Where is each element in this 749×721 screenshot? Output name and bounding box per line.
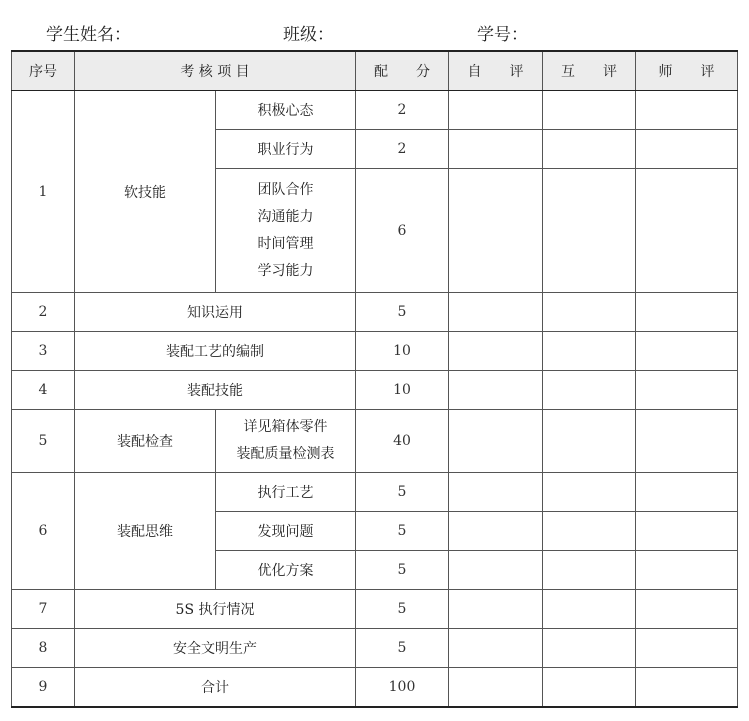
row-seq: 2 xyxy=(12,293,75,332)
teacher-eval-cell[interactable] xyxy=(636,512,738,551)
peer-eval-cell[interactable] xyxy=(543,169,636,293)
peer-eval-cell[interactable] xyxy=(543,551,636,590)
row-category: 装配思维 xyxy=(75,473,216,590)
peer-eval-cell[interactable] xyxy=(543,473,636,512)
row-seq: 6 xyxy=(12,473,75,590)
header-teacher-eval: 师 评 xyxy=(636,51,738,91)
peer-eval-cell[interactable] xyxy=(543,130,636,169)
subitem-line: 沟通能力 xyxy=(257,208,314,225)
row-score: 5 xyxy=(356,590,449,629)
header-item: 考 核 项 目 xyxy=(75,51,356,91)
row-score: 2 xyxy=(356,91,449,130)
peer-eval-cell[interactable] xyxy=(543,668,636,708)
peer-eval-cell[interactable] xyxy=(543,332,636,371)
detail-line: 装配质量检测表 xyxy=(236,446,335,462)
row-score: 5 xyxy=(356,629,449,668)
self-eval-cell[interactable] xyxy=(449,590,543,629)
row-score: 10 xyxy=(356,332,449,371)
teacher-eval-cell[interactable] xyxy=(636,169,738,293)
peer-eval-cell[interactable] xyxy=(543,91,636,130)
row-score: 10 xyxy=(356,371,449,410)
subitem-line: 时间管理 xyxy=(257,235,314,252)
subitem-name-multiline xyxy=(216,169,356,293)
student-name-label: 学生姓名： xyxy=(46,25,131,45)
row-seq: 4 xyxy=(12,371,75,410)
row-seq: 7 xyxy=(12,590,75,629)
teacher-eval-cell[interactable] xyxy=(636,293,738,332)
row-score: 5 xyxy=(356,293,449,332)
self-eval-cell[interactable] xyxy=(449,512,543,551)
row-item: 装配技能 xyxy=(75,371,356,410)
teacher-eval-cell[interactable] xyxy=(636,91,738,130)
table-row xyxy=(12,590,738,629)
self-eval-cell[interactable] xyxy=(449,91,543,130)
student-id-label: 学号： xyxy=(477,25,528,45)
self-eval-cell[interactable] xyxy=(449,473,543,512)
row-score: 5 xyxy=(356,551,449,590)
row-score: 6 xyxy=(356,169,449,293)
student-info-header xyxy=(0,18,749,48)
peer-eval-cell[interactable] xyxy=(543,590,636,629)
subitem-line: 团队合作 xyxy=(257,181,314,198)
self-eval-cell[interactable] xyxy=(449,293,543,332)
self-eval-cell[interactable] xyxy=(449,371,543,410)
row-score: 100 xyxy=(356,668,449,708)
table-row xyxy=(12,332,738,371)
row-seq: 1 xyxy=(12,91,75,293)
self-eval-cell[interactable] xyxy=(449,629,543,668)
teacher-eval-cell[interactable] xyxy=(636,590,738,629)
header-seq: 序号 xyxy=(12,51,75,91)
self-eval-cell[interactable] xyxy=(449,668,543,708)
peer-eval-cell[interactable] xyxy=(543,512,636,551)
subitem-name: 优化方案 xyxy=(216,551,356,590)
row-detail xyxy=(216,410,356,473)
row-item: 5S 执行情况 xyxy=(75,590,356,629)
row-score: 5 xyxy=(356,512,449,551)
table-row-total xyxy=(12,668,738,708)
row-seq: 8 xyxy=(12,629,75,668)
assessment-table xyxy=(11,50,738,708)
subitem-name: 发现问题 xyxy=(216,512,356,551)
row-seq: 5 xyxy=(12,410,75,473)
teacher-eval-cell[interactable] xyxy=(636,551,738,590)
table-row xyxy=(12,91,738,130)
teacher-eval-cell[interactable] xyxy=(636,473,738,512)
subitem-line: 学习能力 xyxy=(257,262,314,279)
row-seq: 9 xyxy=(12,668,75,708)
self-eval-cell[interactable] xyxy=(449,410,543,473)
row-item: 装配工艺的编制 xyxy=(75,332,356,371)
table-row xyxy=(12,371,738,410)
self-eval-cell[interactable] xyxy=(449,169,543,293)
subitem-name: 积极心态 xyxy=(216,91,356,130)
detail-line: 详见箱体零件 xyxy=(243,419,328,435)
table-header-row xyxy=(12,51,738,91)
self-eval-cell[interactable] xyxy=(449,551,543,590)
table-row xyxy=(12,629,738,668)
row-item: 合计 xyxy=(75,668,356,708)
row-item: 安全文明生产 xyxy=(75,629,356,668)
row-category: 装配检查 xyxy=(75,410,216,473)
teacher-eval-cell[interactable] xyxy=(636,130,738,169)
peer-eval-cell[interactable] xyxy=(543,629,636,668)
row-category: 软技能 xyxy=(75,91,216,293)
row-score: 5 xyxy=(356,473,449,512)
row-seq: 3 xyxy=(12,332,75,371)
header-self-eval: 自 评 xyxy=(449,51,543,91)
table-row xyxy=(12,293,738,332)
row-score: 40 xyxy=(356,410,449,473)
peer-eval-cell[interactable] xyxy=(543,410,636,473)
class-label: 班级： xyxy=(283,25,334,45)
teacher-eval-cell[interactable] xyxy=(636,629,738,668)
peer-eval-cell[interactable] xyxy=(543,371,636,410)
row-score: 2 xyxy=(356,130,449,169)
table-row xyxy=(12,473,738,512)
peer-eval-cell[interactable] xyxy=(543,293,636,332)
teacher-eval-cell[interactable] xyxy=(636,371,738,410)
header-score: 配 分 xyxy=(356,51,449,91)
teacher-eval-cell[interactable] xyxy=(636,410,738,473)
teacher-eval-cell[interactable] xyxy=(636,332,738,371)
subitem-name: 执行工艺 xyxy=(216,473,356,512)
subitem-name: 职业行为 xyxy=(216,130,356,169)
self-eval-cell[interactable] xyxy=(449,130,543,169)
table-row xyxy=(12,410,738,473)
teacher-eval-cell[interactable] xyxy=(636,668,738,708)
header-peer-eval: 互 评 xyxy=(543,51,636,91)
self-eval-cell[interactable] xyxy=(449,332,543,371)
row-item: 知识运用 xyxy=(75,293,356,332)
